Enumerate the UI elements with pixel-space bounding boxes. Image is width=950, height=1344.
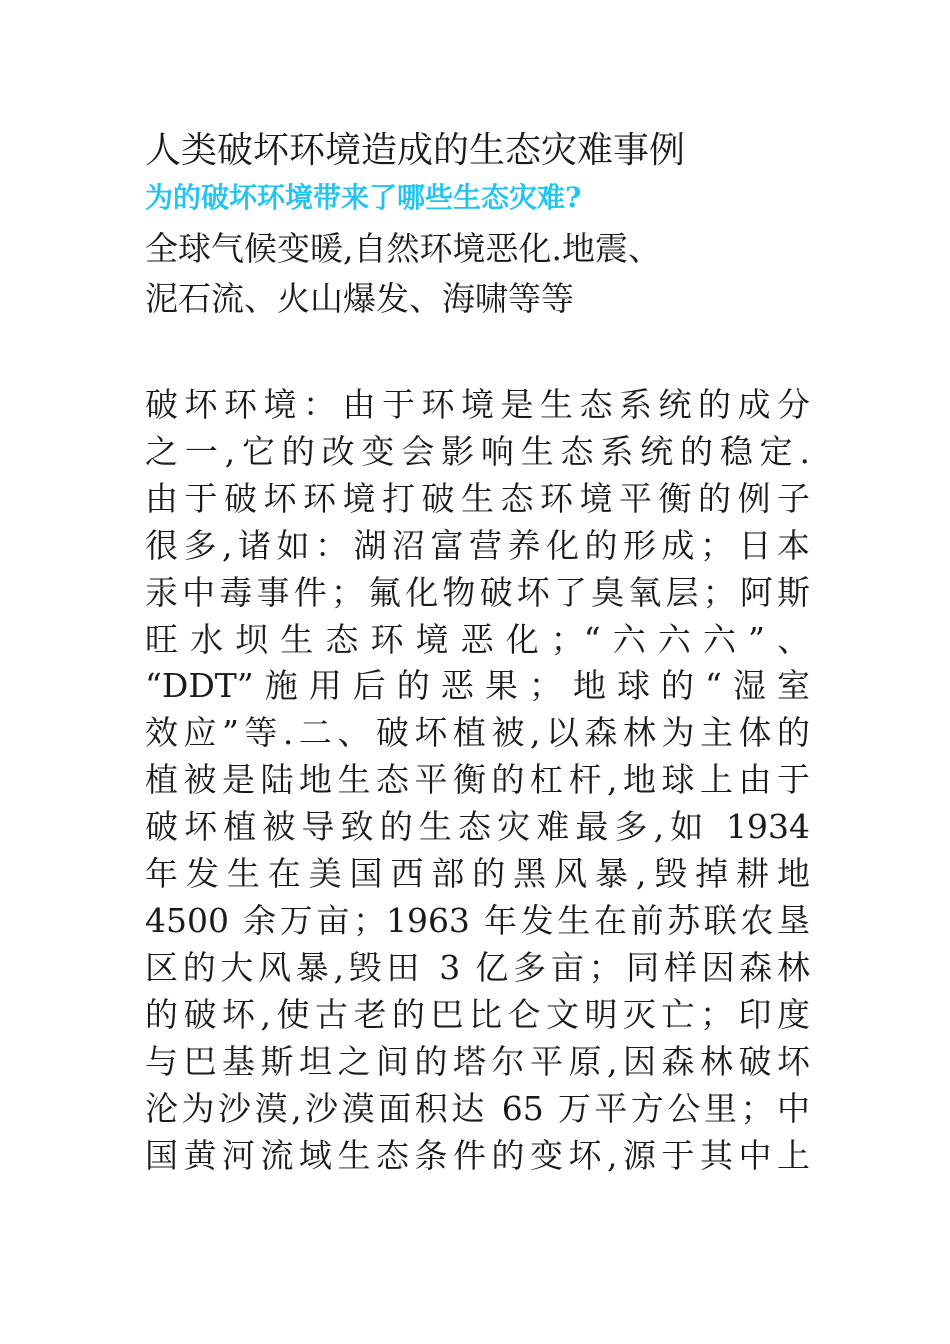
body-line: 由于破坏环境打破生态环境平衡的例子	[145, 478, 810, 518]
body-line: 效应”等.二、破坏植被,以森林为主体的	[145, 713, 810, 753]
answer-line: 全球气候变暖,自然环境恶化.地震、	[145, 229, 661, 268]
body-line: “DDT”施用后的恶果；地球的“湿室	[145, 666, 810, 706]
body-line: 很多,诸如：湖沼富营养化的形成；日本	[145, 525, 810, 565]
body-line: 植被是陆地生态平衡的杠杆,地球上由于	[145, 760, 810, 800]
answer-paragraph	[145, 224, 810, 324]
body-line: 与巴基斯坦之间的塔尔平原,因森林破坏	[145, 1041, 810, 1081]
body-paragraph	[145, 382, 810, 1179]
document-page	[145, 128, 810, 1179]
body-line: 破坏环境：由于环境是生态系统的成分	[145, 385, 810, 424]
body-line: 的破坏,使古老的巴比仑文明灭亡；印度	[145, 994, 810, 1034]
body-line: 4500 余万亩；1963 年发生在前苏联农垦	[145, 900, 810, 940]
body-line: 沦为沙漠,沙漠面积达 65 万平方公里；中	[145, 1088, 810, 1128]
body-line: 国黄河流域生态条件的变坏,源于其中上	[145, 1135, 810, 1175]
body-line: 年发生在美国西部的黑风暴,毁掉耕地	[145, 854, 810, 894]
body-line: 旺水坝生态环境恶化；“六六六”、	[145, 619, 810, 659]
body-line: 区的大风暴,毁田 3 亿多亩；同样因森林	[145, 947, 810, 987]
document-title: 人类破坏环境造成的生态灾难事例	[145, 130, 686, 171]
question-heading: 为的破坏环境带来了哪些生态灾难?	[145, 181, 582, 214]
body-line: 破坏植被导致的生态灾难最多,如 1934	[145, 807, 810, 847]
body-line: 汞中毒事件；氟化物破坏了臭氧层；阿斯	[145, 572, 810, 612]
body-line: 之一,它的改变会影响生态系统的稳定.	[145, 431, 810, 471]
answer-line: 泥石流、火山爆发、海啸等等	[145, 279, 574, 318]
